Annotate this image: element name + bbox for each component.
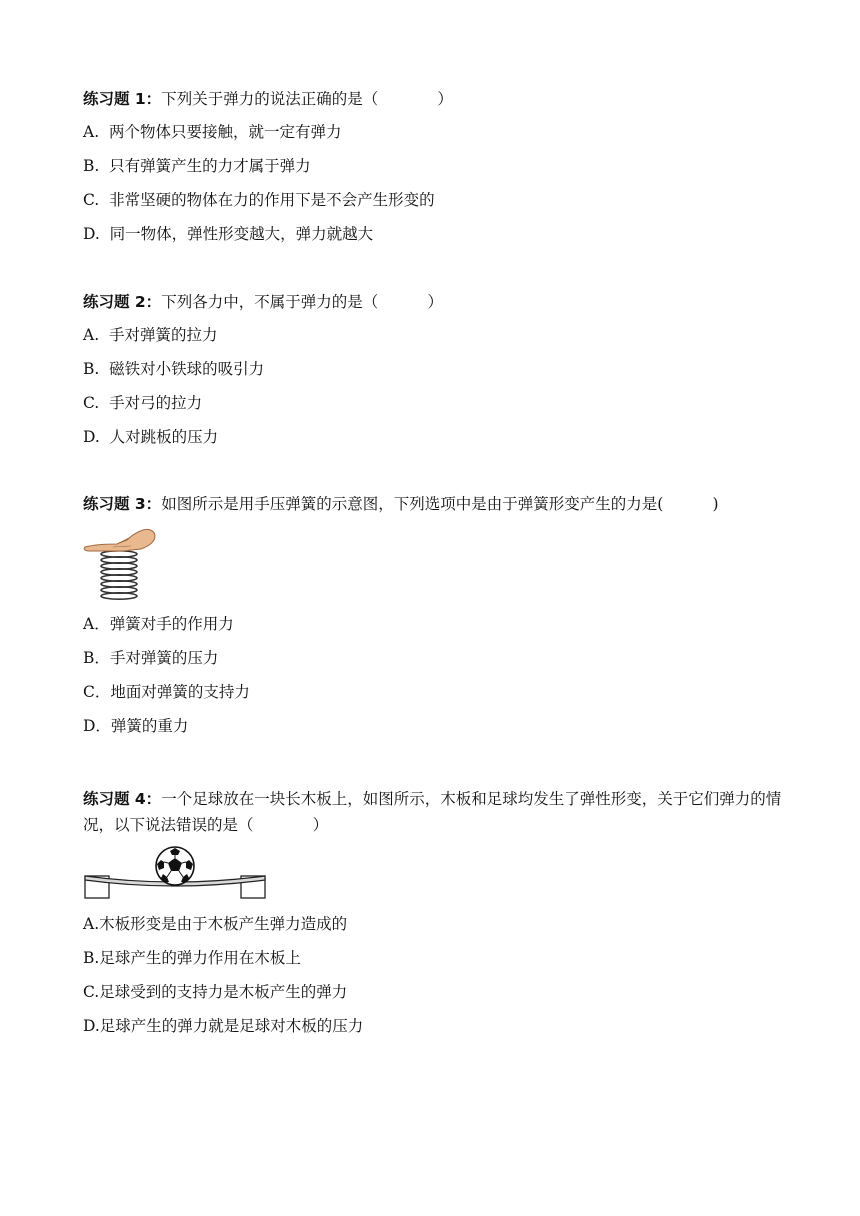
question-2 — [83, 289, 783, 447]
question-3 — [83, 491, 783, 736]
question-2-option-c: C. 手对弓的拉力 — [83, 394, 203, 412]
question-2-option-d: D. 人对跳板的压力 — [83, 428, 219, 446]
hand-pressing-spring-figure — [83, 522, 163, 602]
question-4-option-a: A.木板形变是由于木板产生弹力造成的 — [83, 915, 348, 933]
question-1-option-d: D. 同一物体，弹性形变越大，弹力就越大 — [83, 225, 374, 243]
question-2-label: 练习题 2： — [83, 293, 162, 311]
question-4-option-d: D.足球产生的弹力就是足球对木板的压力 — [83, 1017, 364, 1035]
football-on-plank-figure — [83, 844, 273, 904]
question-1-label: 练习题 1： — [83, 90, 162, 108]
question-4 — [83, 786, 783, 1036]
question-4-option-b: B.足球产生的弹力作用在木板上 — [83, 949, 301, 967]
question-4-option-c: C.足球受到的支持力是木板产生的弹力 — [83, 983, 348, 1001]
question-1-text: 下列关于弹力的说法正确的是（ ） — [161, 90, 453, 108]
question-4-text: 一个足球放在一块长木板上，如图所示，木板和足球均发生了弹性形变，关于它们弹力的情况，以下说法错误的是（ ） — [83, 790, 782, 834]
football-icon — [156, 847, 194, 885]
question-1 — [83, 86, 783, 244]
question-2-option-a: A. 手对弹簧的拉力 — [83, 326, 218, 344]
question-3-label: 练习题 3： — [83, 495, 162, 513]
question-1-option-a: A. 两个物体只要接触，就一定有弹力 — [83, 123, 342, 141]
question-4-label: 练习题 4： — [83, 790, 162, 808]
question-1-stem — [83, 86, 783, 112]
question-3-option-d: D．弹簧的重力 — [83, 717, 189, 735]
question-3-option-a: A．弹簧对手的作用力 — [83, 615, 234, 633]
question-2-stem — [83, 289, 783, 315]
question-3-option-b: B．手对弹簧的压力 — [83, 649, 219, 667]
hand-shape — [84, 529, 155, 551]
question-4-stem — [83, 786, 783, 838]
question-3-stem — [83, 491, 783, 517]
question-2-option-b: B. 磁铁对小铁球的吸引力 — [83, 360, 265, 378]
question-3-text: 如图所示是用手压弹簧的示意图，下列选项中是由于弹簧形变产生的力是( ) — [161, 495, 719, 513]
question-1-option-b: B. 只有弹簧产生的力才属于弹力 — [83, 157, 311, 175]
spring-coils — [101, 551, 137, 599]
question-1-option-c: C. 非常坚硬的物体在力的作用下是不会产生形变的 — [83, 191, 435, 209]
question-3-option-c: C．地面对弹簧的支持力 — [83, 683, 250, 701]
question-2-text: 下列各力中，不属于弹力的是（ ） — [161, 293, 443, 311]
